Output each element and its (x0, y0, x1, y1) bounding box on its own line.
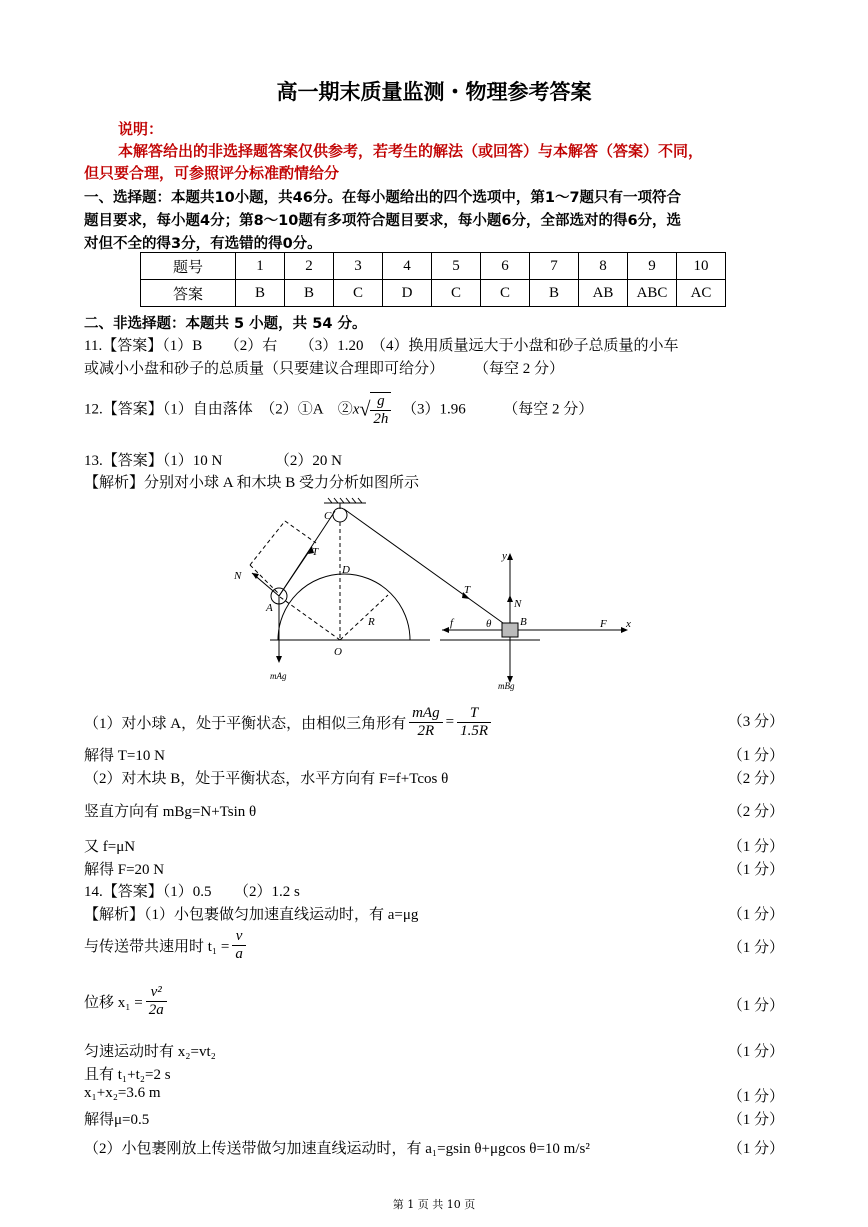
q11-line-1: 11.【答案】（1）B （2）右 （3）1.20 （4）换用质量远大于小盘和砂子总质量的小车 (84, 338, 679, 354)
fraction-numerator: v² (146, 984, 167, 1002)
fraction-numerator: mAg (409, 705, 443, 723)
q14-step-8: （2）小包裹刚放上传送带做匀加速直线运动时，有 a₁=gsin θ+μgcos θ=10 m/s² (84, 1141, 590, 1157)
q13-answer: 13.【答案】（1）10 N （2）20 N (84, 453, 342, 469)
q12-line (84, 392, 593, 428)
label-y: y (502, 550, 507, 562)
table-cell: C (334, 280, 383, 307)
q14-step-3-text: 位移 x₁ = (84, 995, 143, 1011)
table-cell: ABC (628, 280, 677, 307)
fraction-denominator: 2a (148, 1002, 164, 1018)
score: （1 分） (727, 940, 784, 956)
label-T1: T (312, 546, 319, 558)
label-mBg: mBg (498, 681, 515, 691)
label-B: B (520, 616, 527, 628)
table-row-numbers (141, 253, 726, 280)
fraction-numerator: T (457, 705, 491, 723)
table-cell: B (285, 280, 334, 307)
sqrt-expression: x√ $\frac{g}{2h}$ (353, 392, 395, 428)
fraction-denominator: a (235, 946, 243, 962)
q14-step-7: 解得μ=0.5 (84, 1112, 150, 1128)
note-line-1: 本解答给出的非选择题答案仅供参考，若考生的解法（或回答）与本解答（答案）不同， (118, 142, 704, 160)
label-x: x (626, 618, 631, 630)
table-cell: D (383, 280, 432, 307)
q13-step-1: （1）对小球 A，处于平衡状态，由相似三角形有 $\frac{\text{mAg}}{2R}$ = $\frac{T}{1.5R}$ (84, 705, 494, 740)
score: （2 分） (727, 804, 784, 820)
q13-analysis: 【解析】分别对小球 A 和木块 B 受力分析如图所示 (84, 475, 420, 491)
table-cell: 10 (677, 253, 726, 280)
section1-line-2: 题目要求，每小题4分；第8～10题有多项符合题目要求，每小题6分，全部选对的得6分，选 (84, 213, 682, 229)
fraction-denominator: 1.5R (460, 723, 488, 739)
q13-step-6: 解得 F=20 N (84, 862, 165, 878)
score: （3 分） (727, 714, 784, 730)
table-answer-label: 答案 (141, 280, 236, 307)
q14-step-1: 【解析】（1）小包裹做匀加速直线运动时，有 a=μg (84, 907, 419, 923)
score: （1 分） (727, 1112, 784, 1128)
table-cell: AB (579, 280, 628, 307)
table-row-answers (141, 280, 726, 307)
score: （1 分） (727, 1141, 784, 1157)
q13-step-5: 又 f=μN (84, 839, 136, 855)
table-cell: B (236, 280, 285, 307)
table-cell: 5 (432, 253, 481, 280)
table-cell: AC (677, 280, 726, 307)
table-cell: C (481, 280, 530, 307)
table-cell: 2 (285, 253, 334, 280)
q11-line-2: 或减小小盘和砂子的总质量（只要建议合理即可给分） （每空 2 分） (84, 361, 565, 377)
q14-answer: 14.【答案】（1）0.5 （2）1.2 s (84, 884, 300, 900)
note-line-2: 但只要合理，可参照评分标准酌情给分 (84, 164, 340, 182)
q14-step-3 (84, 984, 170, 1019)
score: （1 分） (727, 748, 784, 764)
label-A: A (266, 602, 273, 614)
fraction-denominator: 2R (417, 723, 435, 739)
table-cell: C (432, 280, 481, 307)
page-title: 高一期末质量监测・物理参考答案 (276, 80, 592, 104)
label-T2: T (464, 584, 471, 596)
table-cell: 6 (481, 253, 530, 280)
section2-heading: 二、非选择题：本题共 5 小题，共 54 分。 (84, 316, 367, 332)
answer-table (140, 252, 726, 307)
label-f: f (450, 617, 454, 629)
sqrt-denominator: 2h (373, 411, 389, 427)
table-cell: 3 (334, 253, 383, 280)
table-cell: 9 (628, 253, 677, 280)
force-diagram (230, 495, 650, 695)
label-C: C (324, 510, 332, 522)
label-D: D (342, 564, 350, 576)
sqrt-numerator: g (370, 393, 391, 411)
q13-step-1-text: （1）对小球 A，处于平衡状态，由相似三角形有 (84, 716, 407, 732)
score: （1 分） (727, 1089, 784, 1105)
q14-step-6: x₁+x₂=3.6 m (84, 1085, 161, 1101)
q14-step-2-text: 与传送带共速用时 t₁ = (84, 939, 230, 955)
label-N2: N (514, 598, 522, 610)
table-cell: 8 (579, 253, 628, 280)
fraction-numerator: v (232, 928, 246, 946)
q12-prefix: 12.【答案】（1）自由落体 （2）①A ② (84, 401, 353, 418)
page-footer: 第 1 页 共 10 页 (392, 1198, 476, 1211)
table-cell: 4 (383, 253, 432, 280)
label-theta: θ (486, 618, 492, 630)
label-N1: N (234, 570, 242, 582)
q14-step-5: 且有 t₁+t₂=2 s (84, 1067, 171, 1083)
q14-step-2 (84, 928, 249, 963)
note-heading: 说明： (118, 120, 164, 138)
score: （1 分） (727, 862, 784, 878)
score: （1 分） (727, 998, 784, 1014)
table-cell: 7 (530, 253, 579, 280)
score: （1 分） (727, 839, 784, 855)
label-O: O (334, 646, 342, 658)
score: （1 分） (727, 907, 784, 923)
q13-step-3: （2）对木块 B，处于平衡状态，水平方向有 F=f+Tcos θ (84, 771, 449, 787)
section1-line-1: 一、选择题：本题共10小题，共46分。在每小题给出的四个选项中，第1～7题只有一项符合 (84, 190, 682, 206)
score: （1 分） (727, 1044, 784, 1060)
q13-step-2: 解得 T=10 N (84, 748, 165, 764)
table-header-label: 题号 (141, 253, 236, 280)
section1-line-3: 对但不全的得3分，有选错的得0分。 (84, 236, 322, 252)
label-F: F (600, 618, 607, 630)
q13-step-4: 竖直方向有 mBg=N+Tsin θ (84, 804, 257, 820)
table-cell: B (530, 280, 579, 307)
q14-step-4: 匀速运动时有 x₂=vt₂ (84, 1044, 216, 1060)
table-cell: 1 (236, 253, 285, 280)
label-R: R (368, 616, 375, 628)
score: （2 分） (727, 771, 784, 787)
label-mAg: mAg (270, 671, 287, 681)
q12-suffix: （3）1.96 （每空 2 分） (409, 401, 594, 418)
